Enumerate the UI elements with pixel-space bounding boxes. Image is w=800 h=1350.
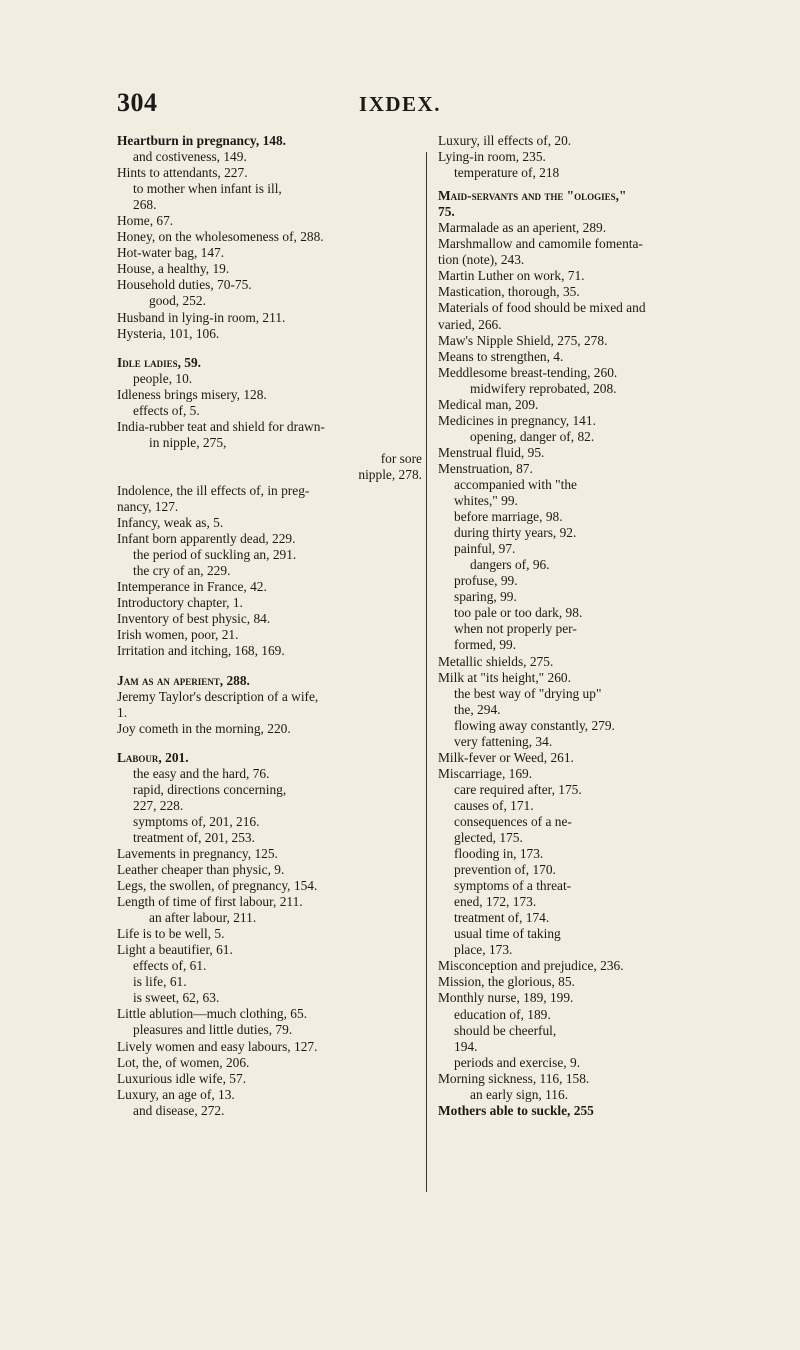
index-entry: Jeremy Taylor's description of a wife,	[117, 688, 319, 704]
index-subentry: ened, 172, 173.	[454, 894, 537, 910]
index-subentry: to mother when infant is ill,	[133, 181, 282, 197]
index-entry: Length of time of first labour, 211.	[117, 894, 303, 910]
index-subentry: flowing away constantly, 279.	[454, 717, 615, 733]
index-subentry: usual time of taking	[454, 926, 561, 942]
index-entry: Mastication, thorough, 35.	[438, 284, 580, 300]
index-entry: Metallic shields, 275.	[438, 653, 554, 669]
index-subentry: glected, 175.	[454, 830, 523, 846]
index-entry: House, a healthy, 19.	[117, 261, 230, 277]
index-subentry: education of, 189.	[454, 1006, 551, 1022]
index-subentry: formed, 99.	[454, 637, 517, 653]
index-entry: Luxury, an age of, 13.	[117, 1086, 235, 1102]
index-subentry: symptoms of a threat-	[454, 878, 572, 894]
index-entry: Milk at "its height," 260.	[438, 669, 571, 685]
index-entry: Luxurious idle wife, 57.	[117, 1070, 247, 1086]
index-subentry: too pale or too dark, 98.	[454, 605, 583, 621]
index-entry: nipple, 278.	[358, 466, 422, 482]
index-subentry: the best way of "drying up"	[454, 685, 602, 701]
index-entry: Mothers able to suckle, 255	[438, 1102, 594, 1118]
index-entry: varied, 266.	[438, 316, 502, 332]
index-entry: Maid-servants and the "ologies,"	[438, 188, 627, 204]
index-subentry: effects of, 5.	[133, 402, 200, 418]
index-subentry: is sweet, 62, 63.	[133, 990, 220, 1006]
index-entry: Household duties, 70-75.	[117, 277, 252, 293]
index-subentry: an after labour, 211.	[149, 910, 257, 926]
index-entry: Indolence, the ill effects of, in preg-	[117, 482, 310, 498]
index-entry: Light a beautifier, 61.	[117, 942, 233, 958]
index-entry: Lot, the, of women, 206.	[117, 1054, 250, 1070]
index-subentry: accompanied with "the	[454, 476, 577, 492]
index-entry: Irritation and itching, 168, 169.	[117, 643, 285, 659]
index-subentry: treatment of, 174.	[454, 910, 550, 926]
index-entry: Hot-water bag, 147.	[117, 245, 225, 261]
index-subentry: when not properly per-	[454, 621, 577, 637]
index-subentry: the, 294.	[454, 701, 501, 717]
index-subentry: treatment of, 201, 253.	[133, 829, 255, 845]
index-entry: Lively women and easy labours, 127.	[117, 1038, 318, 1054]
index-entry: Lavements in pregnancy, 125.	[117, 845, 278, 861]
index-entry: Marmalade as an aperient, 289.	[438, 220, 607, 236]
index-entry: Medicines in pregnancy, 141.	[438, 412, 596, 428]
index-entry: Infancy, weak as, 5.	[117, 515, 224, 531]
index-entry: 75.	[438, 204, 455, 220]
index-subentry: and disease, 272.	[133, 1102, 225, 1118]
index-subentry: dangers of, 96.	[470, 557, 550, 573]
index-subentry: before marriage, 98.	[454, 509, 563, 525]
index-entry: Leather cheaper than physic, 9.	[117, 862, 285, 878]
index-entry: Hysteria, 101, 106.	[117, 325, 220, 341]
index-subentry: is life, 61.	[133, 974, 187, 990]
index-subentry: periods and exercise, 9.	[454, 1054, 581, 1070]
index-subentry: the period of suckling an, 291.	[133, 547, 297, 563]
index-entry: Home, 67.	[117, 213, 174, 229]
index-entry: Idle ladies, 59.	[117, 354, 202, 370]
index-subentry: 194.	[454, 1038, 478, 1054]
index-subentry: care required after, 175.	[454, 781, 582, 797]
index-entry: Joy cometh in the morning, 220.	[117, 720, 291, 736]
index-entry: Life is to be well, 5.	[117, 926, 225, 942]
index-column-right	[430, 133, 700, 1119]
index-subentry: consequences of a ne-	[454, 813, 572, 829]
index-entry: Materials of food should be mixed and	[438, 300, 646, 316]
index-subentry: midwifery reprobated, 208.	[470, 380, 617, 396]
index-entry: Infant born apparently dead, 229.	[117, 531, 296, 547]
index-entry: Miscarriage, 169.	[438, 765, 533, 781]
index-entry: Little ablution—much clothing, 65.	[117, 1006, 308, 1022]
index-subentry: temperature of, 218	[454, 165, 560, 181]
index-subentry: rapid, directions concerning,	[133, 781, 287, 797]
index-entry: Meddlesome breast-tending, 260.	[438, 364, 618, 380]
index-entry: Legs, the swollen, of pregnancy, 154.	[117, 878, 318, 894]
index-subentry: place, 173.	[454, 942, 513, 958]
index-subentry: in nipple, 275,	[149, 434, 227, 450]
index-subentry: opening, danger of, 82.	[470, 428, 595, 444]
index-subentry: the easy and the hard, 76.	[133, 765, 270, 781]
index-entry: Labour, 201.	[117, 749, 189, 765]
index-entry: Husband in lying-in room, 211.	[117, 309, 286, 325]
index-entry: Mission, the glorious, 85.	[438, 974, 575, 990]
index-entry: Martin Luther on work, 71.	[438, 268, 585, 284]
index-entry: Menstruation, 87.	[438, 460, 533, 476]
index-entry: Honey, on the wholesomeness of, 288.	[117, 229, 324, 245]
index-subentry: painful, 97.	[454, 541, 516, 557]
index-subentry: profuse, 99.	[454, 573, 518, 589]
index-subentry: prevention of, 170.	[454, 862, 556, 878]
index-entry: Irish women, poor, 21.	[117, 627, 239, 643]
index-subentry: an early sign, 116.	[470, 1086, 569, 1102]
index-entry: Maw's Nipple Shield, 275, 278.	[438, 332, 608, 348]
index-entry: Hints to attendants, 227.	[117, 165, 248, 181]
index-entry: Jam as an aperient, 288.	[117, 672, 250, 688]
index-subentry: should be cheerful,	[454, 1022, 557, 1038]
index-entry: Lying-in room, 235.	[438, 149, 546, 165]
index-column-left	[117, 133, 422, 1119]
index-entry: Luxury, ill effects of, 20.	[438, 133, 572, 148]
index-subentry: pleasures and little duties, 79.	[133, 1022, 293, 1038]
index-entry: tion (note), 243.	[438, 252, 525, 268]
index-entry: 1.	[117, 704, 128, 720]
index-subentry: during thirty years, 92.	[454, 525, 577, 541]
index-subentry: whites," 99.	[454, 493, 518, 509]
index-subentry: the cry of an, 229.	[133, 563, 231, 579]
index-subentry: people, 10.	[133, 370, 193, 386]
index-entry: Milk-fever or Weed, 261.	[438, 749, 574, 765]
index-entry: Medical man, 209.	[438, 396, 539, 412]
index-entry: India-rubber teat and shield for drawn-	[117, 418, 325, 434]
index-subentry: symptoms of, 201, 216.	[133, 813, 260, 829]
index-entry: Idleness brings misery, 128.	[117, 386, 267, 402]
entry-spacer	[117, 660, 422, 673]
index-entry: Marshmallow and camomile fomenta-	[438, 236, 643, 252]
index-subentry: and costiveness, 149.	[133, 149, 247, 165]
index-subentry: flooding in, 173.	[454, 846, 544, 862]
index-entry: Intemperance in France, 42.	[117, 579, 267, 595]
entry-spacer	[117, 342, 422, 355]
index-entry: Morning sickness, 116, 158.	[438, 1070, 590, 1086]
index-subentry: sparing, 99.	[454, 589, 517, 605]
index-entry: Introductory chapter, 1.	[117, 595, 243, 611]
column-divider	[426, 152, 427, 1192]
entry-spacer	[438, 181, 700, 188]
index-subentry: causes of, 171.	[454, 797, 534, 813]
index-entry: for sore	[380, 450, 422, 466]
index-subentry: effects of, 61.	[133, 958, 207, 974]
entry-spacer	[117, 737, 422, 750]
index-entry: Heartburn in pregnancy, 148.	[117, 133, 287, 148]
index-subentry: good, 252.	[149, 293, 206, 309]
index-entry: Misconception and prejudice, 236.	[438, 958, 624, 974]
index-subentry: very fattening, 34.	[454, 733, 553, 749]
index-entry: Menstrual fluid, 95.	[438, 444, 545, 460]
index-entry: nancy, 127.	[117, 499, 179, 515]
running-head: IXDEX.	[359, 92, 441, 116]
index-entry: Means to strengthen, 4.	[438, 348, 564, 364]
index-entry: Monthly nurse, 189, 199.	[438, 990, 574, 1006]
index-entry: Inventory of best physic, 84.	[117, 611, 271, 627]
index-subentry: 227, 228.	[133, 797, 184, 813]
page-number: 304	[117, 88, 158, 117]
index-subentry: 268.	[133, 197, 157, 213]
